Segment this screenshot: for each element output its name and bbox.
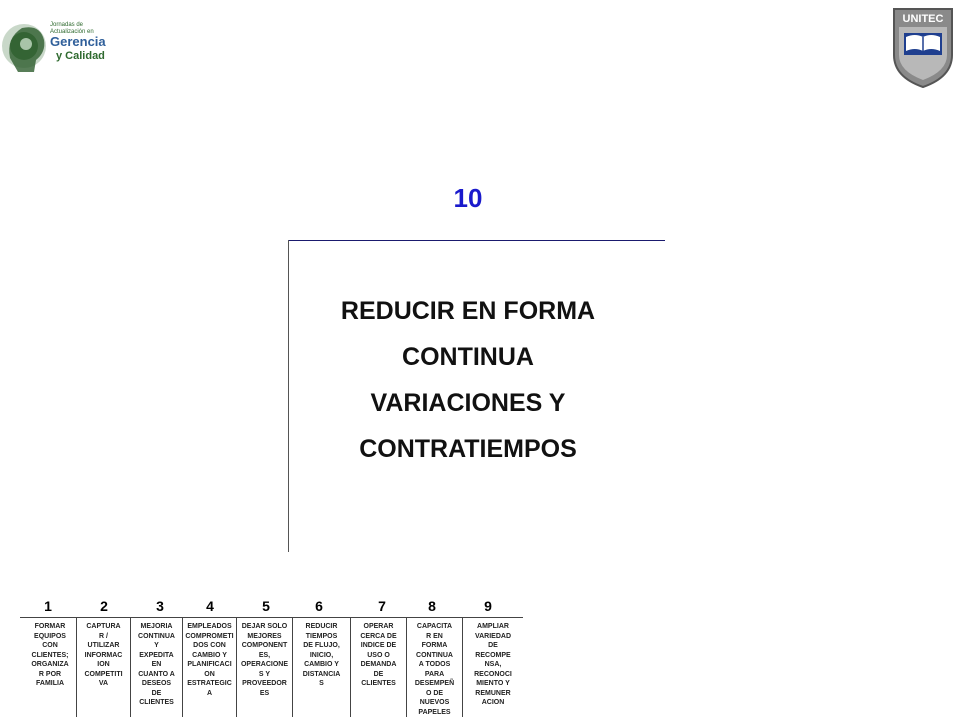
logo-line-3: y Calidad [56, 50, 105, 62]
gear-head-icon [0, 18, 52, 76]
step-description: EMPLEADOS COMPROMETI DOS CON CAMBIO Y PLANIFICACI ON ESTRATEGIC A [185, 623, 234, 697]
step-description: MEJORIA CONTINUA Y EXPEDITA EN CUANTO A DESEOS DE CLIENTES [138, 623, 175, 706]
divider-horizontal [288, 240, 665, 241]
step-number: 7 [378, 598, 386, 614]
title-line: CONTINUA [402, 343, 534, 371]
step-number: 1 [44, 598, 52, 614]
step-description: CAPTURA R / UTILIZAR INFORMAC ION COMPETITI VA [84, 623, 123, 687]
step-number: 9 [484, 598, 492, 614]
logo-line-2: Gerencia [50, 34, 106, 49]
unitec-logo-text: UNITEC [902, 13, 944, 25]
step-number: 3 [156, 598, 164, 614]
step-number: 8 [428, 598, 436, 614]
title-line: VARIACIONES Y [370, 389, 566, 417]
columns-top-line [20, 617, 523, 618]
step-number: 5 [262, 598, 270, 614]
step-description: FORMAR EQUIPOS CON CLIENTES; ORGANIZA R POR FAMILIA [31, 623, 69, 687]
step-description: REDUCIR TIEMPOS DE FLUJO, INICIO, CAMBIO Y DISTANCIA S [302, 623, 341, 687]
slide-title [288, 288, 648, 472]
step-description: AMPLIAR VARIEDAD DE RECOMPE NSA, RECONOCI MIENTO Y REMUNER ACION [474, 623, 512, 706]
unitec-logo [890, 5, 956, 89]
title-line: REDUCIR EN FORMA [340, 297, 596, 325]
step-number: 6 [315, 598, 323, 614]
step-description: CAPACITA R EN FORMA CONTINUA A TODOS PARA DESEMPEÑ O DE NUEVOS PAPELES [414, 623, 455, 716]
step-numbers [0, 598, 960, 618]
step-description: OPERAR CERCA DE INDICE DE USO O DEMANDA DE CLIENTES [360, 623, 397, 687]
step-number: 2 [100, 598, 108, 614]
step-description: DEJAR SOLO MEJORES COMPONENT ES, OPERACIONE S Y PROVEEDOR ES [240, 623, 289, 697]
title-line: CONTRATIEMPOS [359, 435, 577, 463]
slide-number: 10 [453, 183, 483, 213]
step-number: 4 [206, 598, 214, 614]
logo-line-1: Jornadas de Actualización en [50, 22, 94, 35]
jornadas-logo [0, 18, 110, 76]
